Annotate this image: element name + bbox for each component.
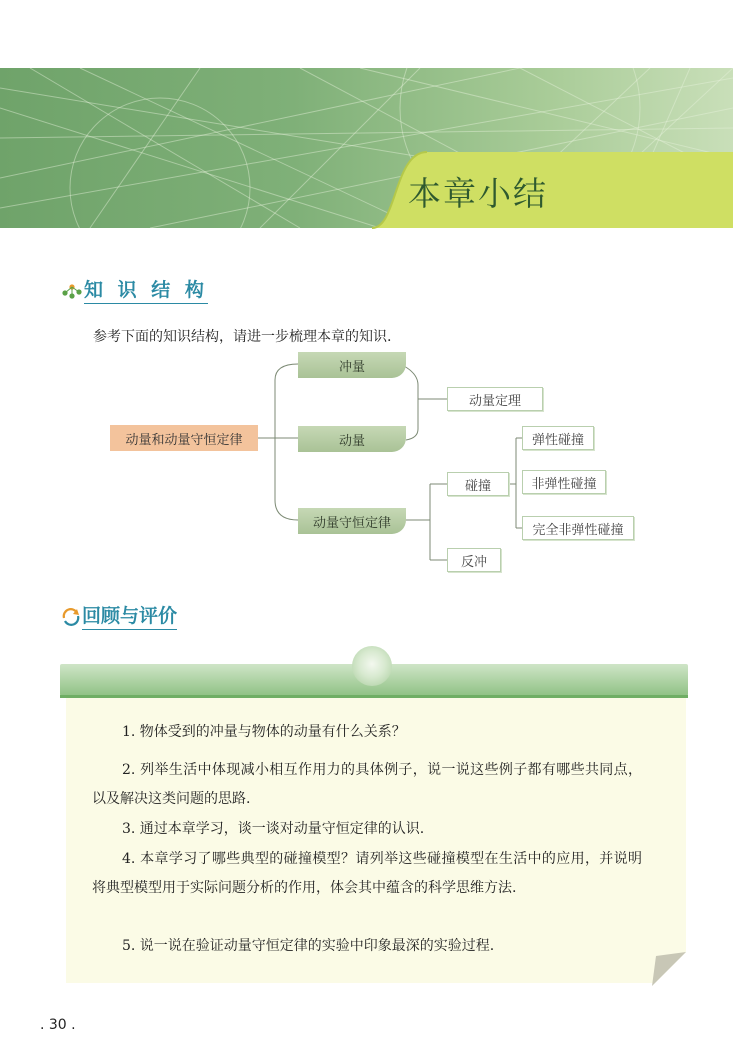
intro-text: 参考下面的知识结构，请进一步梳理本章的知识. — [93, 329, 392, 345]
node-recoil: 反冲 — [447, 548, 501, 572]
review-header — [60, 601, 177, 630]
node-conservation-law: 动量守恒定律 — [298, 508, 406, 534]
review-question-2: 2. 列举生活中体现减小相互作用力的具体例子，说一说这些例子都有哪些共同点，以及解决这类问题的思路. — [92, 762, 642, 807]
node-collision: 碰撞 — [447, 472, 509, 496]
review-question-5: 5. 说一说在验证动量守恒定律的实验中印象最深的实验过程. — [122, 938, 495, 954]
node-inelastic-collision: 非弹性碰撞 — [522, 470, 606, 494]
knowledge-structure-title: 知 识 结 构 — [84, 275, 208, 304]
review-question-3: 3. 通过本章学习，谈一谈对动量守恒定律的认识. — [122, 821, 425, 837]
node-momentum-theorem: 动量定理 — [447, 387, 543, 411]
review-question-4: 4. 本章学习了哪些典型的碰撞模型？请列举这些碰撞模型在生活中的应用，并说明将典型模型用于实际问题分析的作用，体会其中蕴含的科学思维方法. — [92, 851, 642, 896]
node-momentum: 动量 — [298, 426, 406, 452]
review-panel-bar-edge — [60, 695, 688, 698]
node-impulse: 冲量 — [298, 352, 406, 378]
node-elastic-collision: 弹性碰撞 — [522, 426, 594, 450]
page-curl-corner — [652, 952, 686, 986]
page-number: . 30 . — [40, 1017, 76, 1033]
review-title: 回顾与评价 — [82, 601, 177, 630]
node-momentum-conservation-chapter: 动量和动量守恒定律 — [110, 425, 258, 451]
chapter-title: 本章小结 — [408, 174, 548, 213]
review-question-1: 1. 物体受到的冲量与物体的动量有什么关系？ — [122, 724, 406, 740]
refresh-icon — [60, 606, 82, 626]
node-perfectly-inelastic-collision: 完全非弹性碰撞 — [522, 516, 634, 540]
panel-knob-decoration — [352, 646, 392, 686]
